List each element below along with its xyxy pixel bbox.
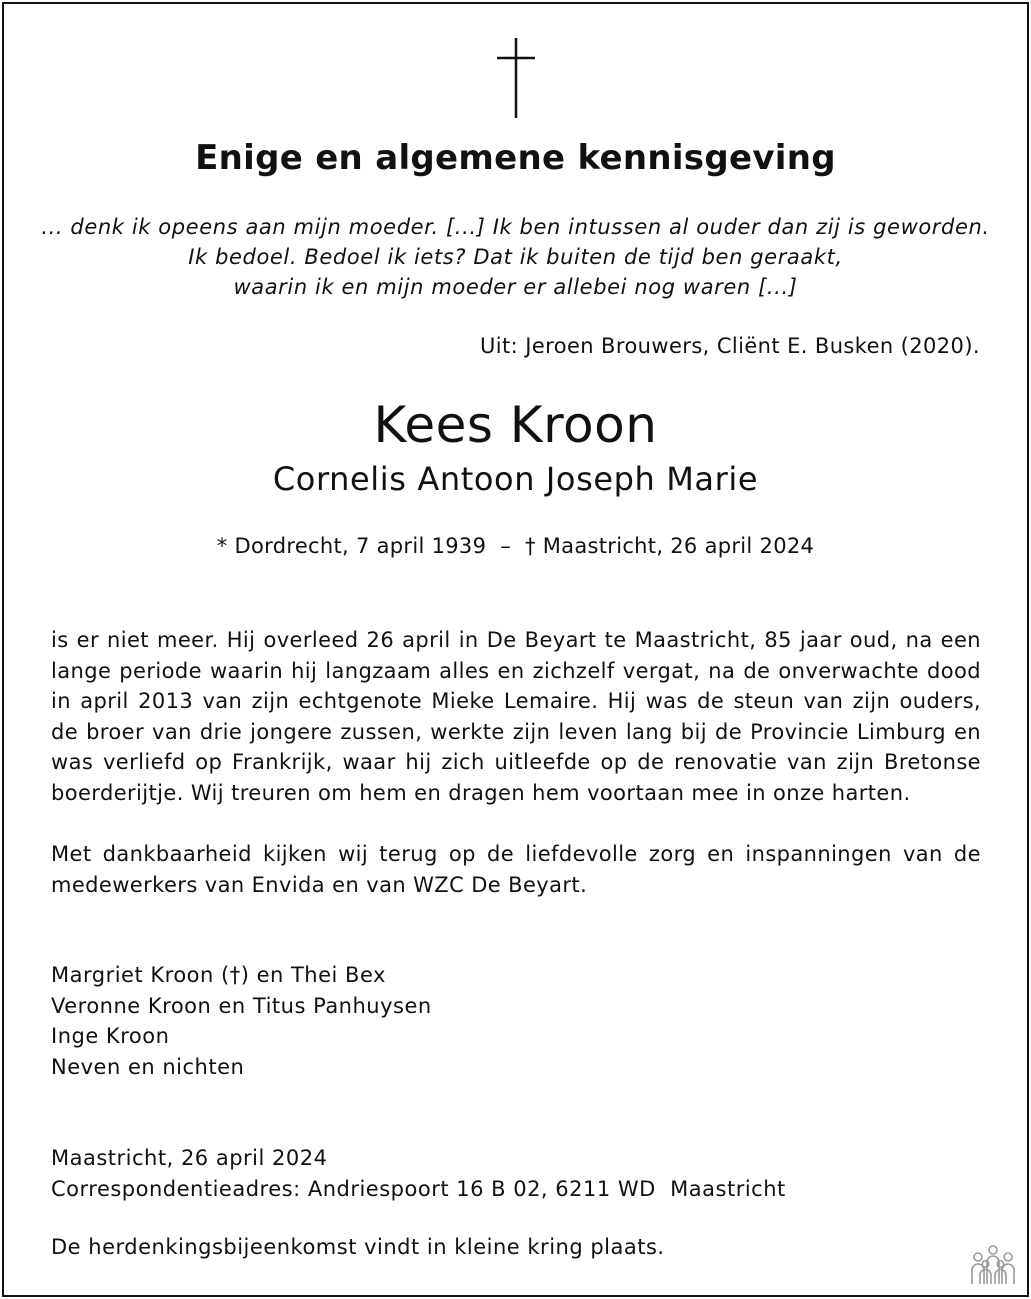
deceased-full-name: Cornelis Antoon Joseph Marie — [272, 460, 759, 498]
place-date: Maastricht, 26 april 2024 — [51, 1146, 328, 1170]
body-paragraph: Met dankbaarheid kijken wij terug op de liefdevolle zorg en inspanningen van de medewerkers van Envida en van WZC De Beyart. — [51, 842, 981, 897]
body-paragraph: is er niet meer. Hij overleed 26 april in De Beyart te Maastricht, 85 jaar oud, na een lange periode waarin hij langzaam alles en zichzelf vergat, na de onverwachte dood in april 2013 van zijn echtgenote Mieke Lemaire. Hij was de steun van zijn ouders, de broer van drie jongere zussen, werkte zijn leven lang bij de Provincie Limburg en was verliefd op Frankrijk, waar hij zich uitleefde op de renovatie van zijn Bretonse boerderijtje. Wij treuren om hem en dragen hem voortaan mee in onze harten. — [51, 628, 981, 805]
gathering-note: De herdenkingsbijeenkomst vindt in kleine kring plaats. — [51, 1235, 665, 1259]
family-member: Inge Kroon — [51, 1024, 170, 1048]
family-people-logo-icon — [970, 1244, 1016, 1286]
family-member: Neven en nichten — [51, 1054, 245, 1079]
deceased-name: Kees Kroon — [373, 396, 658, 454]
correspondence-address: Correspondentieadres: Andriespoort 16 B 02, 6211 WD Maastricht — [51, 1177, 786, 1201]
birth-death-dates: * Dordrecht, 7 april 1939 – † Maastricht, 26 april 2024 — [216, 534, 815, 558]
quote-source: Uit: Jeroen Brouwers, Cliënt E. Busken (2020). — [480, 334, 980, 358]
quote-line: ... denk ik opeens aan mijn moeder. [...] Ik ben intussen al ouder dan zij is geworden. — [41, 215, 990, 239]
quote-line: Ik bedoel. Bedoel ik iets? Dat ik buiten de tijd ben geraakt, — [188, 245, 843, 269]
quote-block — [0, 212, 1031, 302]
family-member: Margriet Kroon (†) en Thei Bex — [51, 963, 386, 987]
family-list — [51, 960, 432, 1082]
quote-line: waarin ik en mijn moeder er allebei nog waren [...] — [233, 275, 798, 299]
family-member: Veronne Kroon en Titus Panhuysen — [51, 993, 432, 1018]
cross-icon — [496, 38, 536, 120]
closing-block — [51, 1143, 786, 1205]
notice-title: Enige en algemene kennisgeving — [195, 138, 836, 178]
